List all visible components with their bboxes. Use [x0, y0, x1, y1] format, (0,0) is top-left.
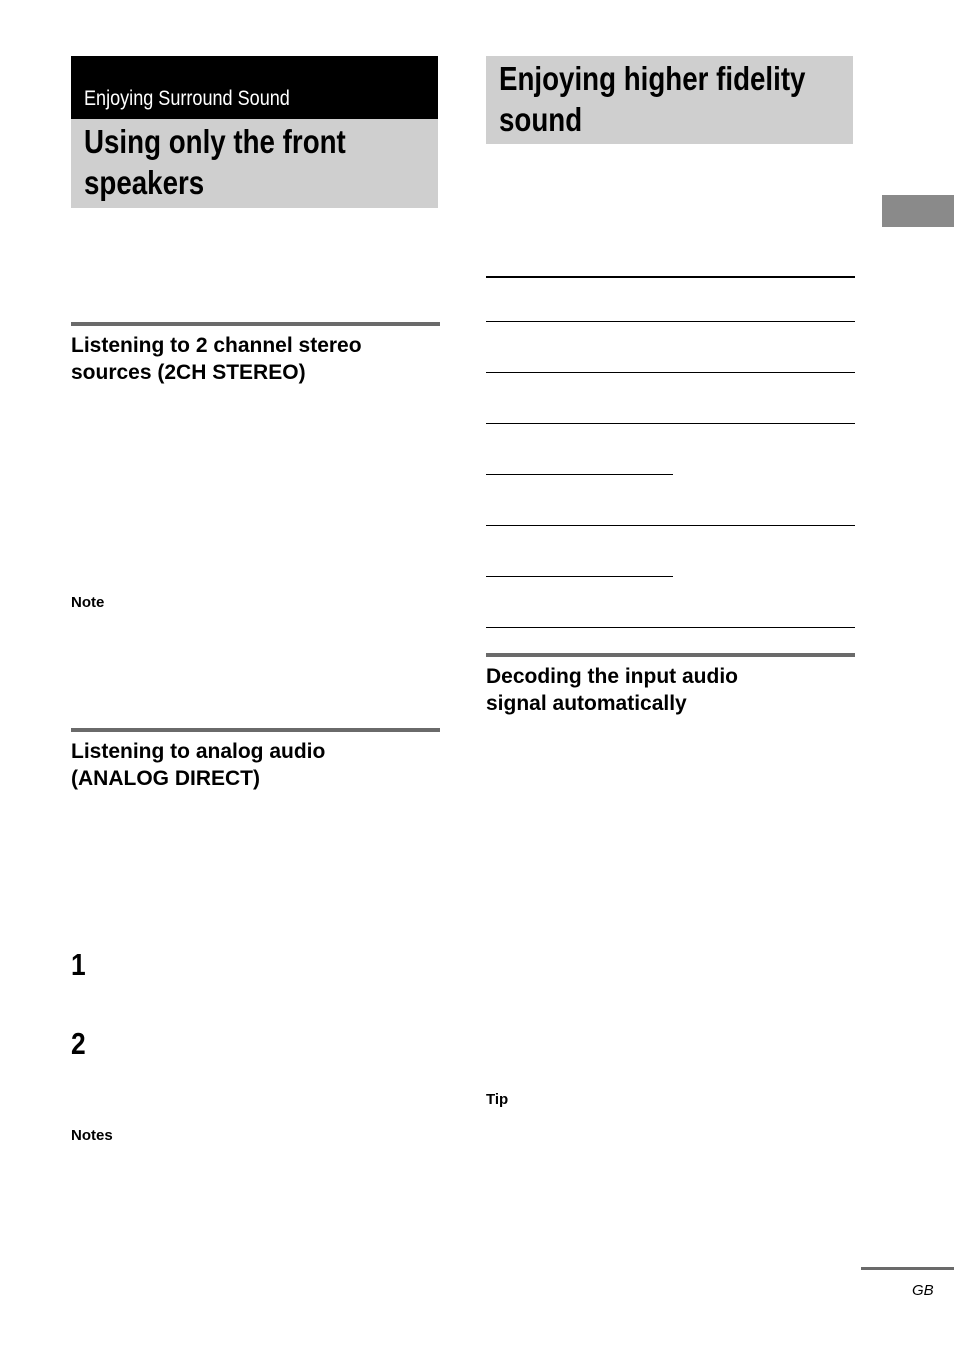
subheading-line-2: (ANALOG DIRECT) — [71, 767, 260, 790]
subheading-line-2: sources (2CH STEREO) — [71, 361, 306, 384]
table-rule — [486, 525, 855, 526]
table-rule-bottom — [486, 627, 855, 628]
step-number-2: 2 — [71, 1026, 86, 1061]
right-title-line-2: sound — [499, 101, 583, 138]
right-title — [499, 58, 852, 140]
table-rule-short — [486, 474, 673, 475]
note-label: Note — [71, 594, 105, 611]
subheading-text — [71, 332, 362, 386]
page-title — [84, 121, 437, 203]
table-rule-top — [486, 276, 855, 278]
page-title-box — [71, 119, 438, 208]
subheading-line-1: Listening to analog audio — [71, 740, 326, 763]
subheading-text — [486, 663, 738, 717]
subheading-analog-direct — [71, 728, 440, 802]
step-number-1: 1 — [71, 947, 86, 982]
page-title-line-1: Using only the front — [84, 123, 346, 160]
right-title-line-1: Enjoying higher fidelity — [499, 60, 806, 97]
section-label: Enjoying Surround Sound — [84, 87, 290, 110]
subheading-decoding — [486, 653, 855, 727]
subheading-line-2: signal automatically — [486, 692, 687, 715]
table-rule — [486, 372, 855, 373]
page-language-code: GB — [912, 1282, 934, 1299]
right-title-box — [486, 56, 853, 144]
subheading-2ch-stereo — [71, 322, 440, 396]
subheading-line-1: Decoding the input audio — [486, 665, 738, 688]
table-rule — [486, 321, 855, 322]
table-rule-short — [486, 576, 673, 577]
subheading-line-1: Listening to 2 channel stereo — [71, 334, 362, 357]
chapter-side-tab — [882, 195, 954, 227]
table-rule — [486, 423, 855, 424]
page-title-line-2: speakers — [84, 164, 205, 201]
tip-label: Tip — [486, 1091, 509, 1108]
notes-label: Notes — [71, 1127, 113, 1144]
section-label-bar — [71, 56, 438, 119]
subheading-text — [71, 738, 325, 792]
footer-rule — [861, 1267, 954, 1270]
